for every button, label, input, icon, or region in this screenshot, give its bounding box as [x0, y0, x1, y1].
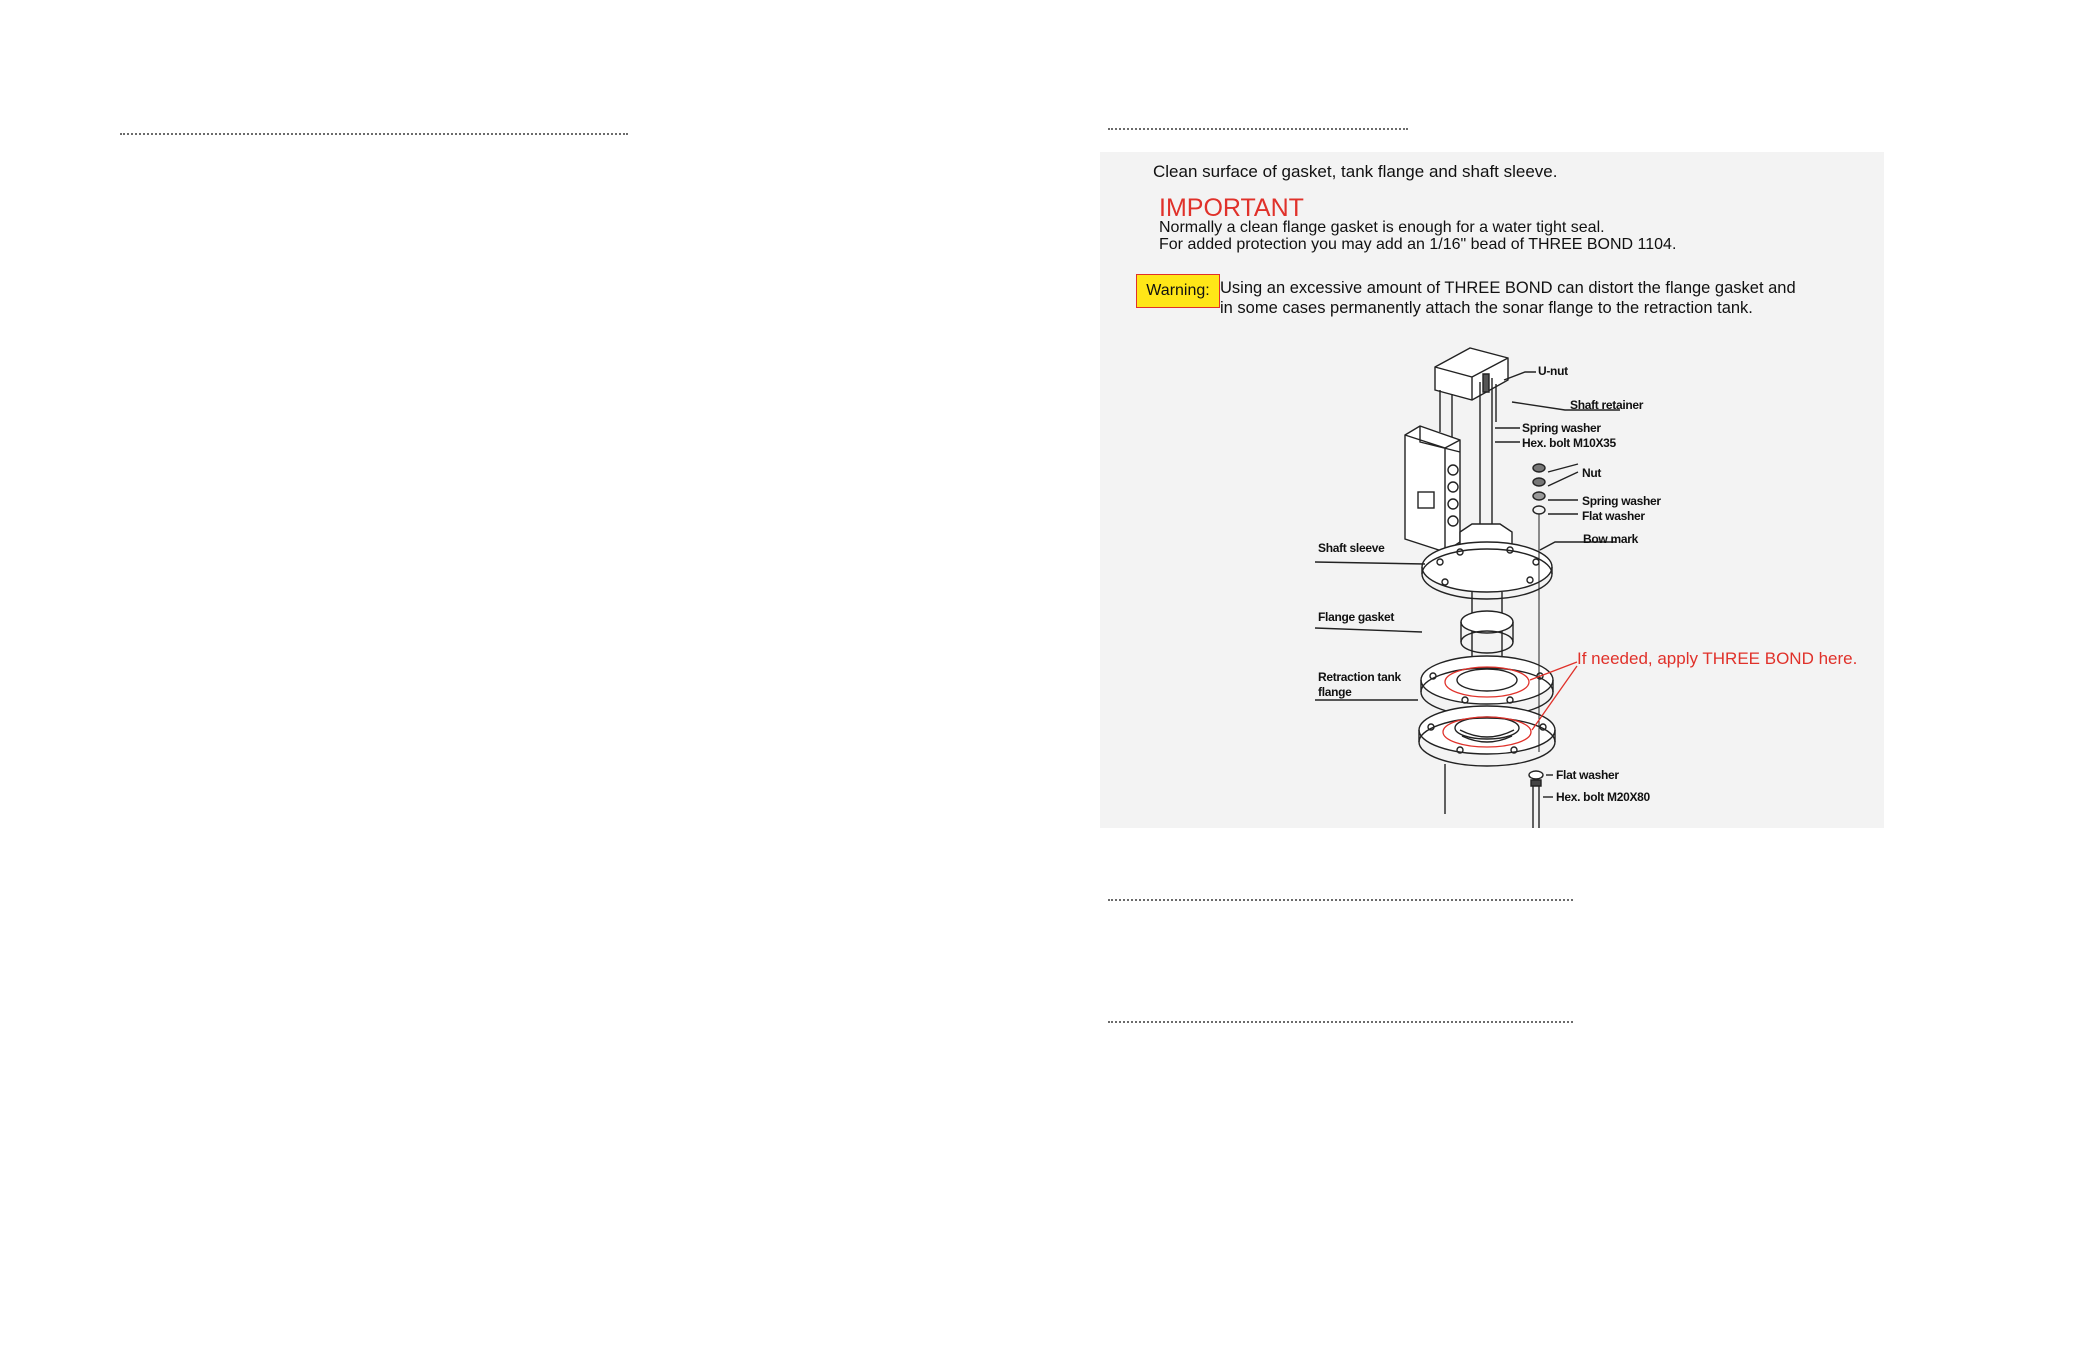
label-shaft-retainer: Shaft retainer — [1570, 398, 1644, 412]
label-spring-washer-top: Spring washer — [1522, 421, 1601, 435]
label-retraction-tank-2: flange — [1318, 685, 1352, 699]
label-flat-washer-top: Flat washer — [1582, 509, 1645, 523]
warning-line-2: in some cases permanently attach the sonar flange to the retraction tank. — [1220, 299, 1753, 317]
label-hex-bolt-m10: Hex. bolt M10X35 — [1522, 436, 1616, 450]
right-heading-rule-3 — [1108, 1021, 1573, 1023]
right-heading-rule-1 — [1108, 128, 1408, 130]
right-heading-rule-2 — [1108, 899, 1573, 901]
label-spring-washer: Spring washer — [1582, 494, 1661, 508]
label-bow-mark: Bow mark — [1583, 532, 1638, 546]
three-bond-note: If needed, apply THREE BOND here. — [1577, 649, 1858, 668]
important-line-2: For added protection you may add an 1/16" bead of THREE BOND 1104. — [1159, 236, 1677, 253]
label-hex-bolt-m20: Hex. bolt M20X80 — [1556, 790, 1650, 804]
left-heading-rule — [120, 133, 628, 135]
installation-figure — [1100, 152, 1884, 828]
intro-text: Clean surface of gasket, tank flange and shaft sleeve. — [1153, 162, 1558, 181]
warning-badge: Warning: — [1136, 274, 1220, 308]
label-flange-gasket: Flange gasket — [1318, 610, 1395, 624]
warning-line-1: Using an excessive amount of THREE BOND can distort the flange gasket and — [1220, 279, 1796, 297]
label-flat-washer-bottom: Flat washer — [1556, 768, 1619, 782]
label-shaft-sleeve: Shaft sleeve — [1318, 541, 1385, 555]
exploded-assembly-drawing — [1100, 152, 1884, 828]
important-line-1: Normally a clean flange gasket is enough for a water tight seal. — [1159, 219, 1605, 236]
important-heading: IMPORTANT — [1159, 194, 1304, 222]
label-retraction-tank-1: Retraction tank — [1318, 670, 1401, 684]
label-nut: Nut — [1582, 466, 1602, 480]
label-u-nut: U-nut — [1538, 364, 1568, 378]
